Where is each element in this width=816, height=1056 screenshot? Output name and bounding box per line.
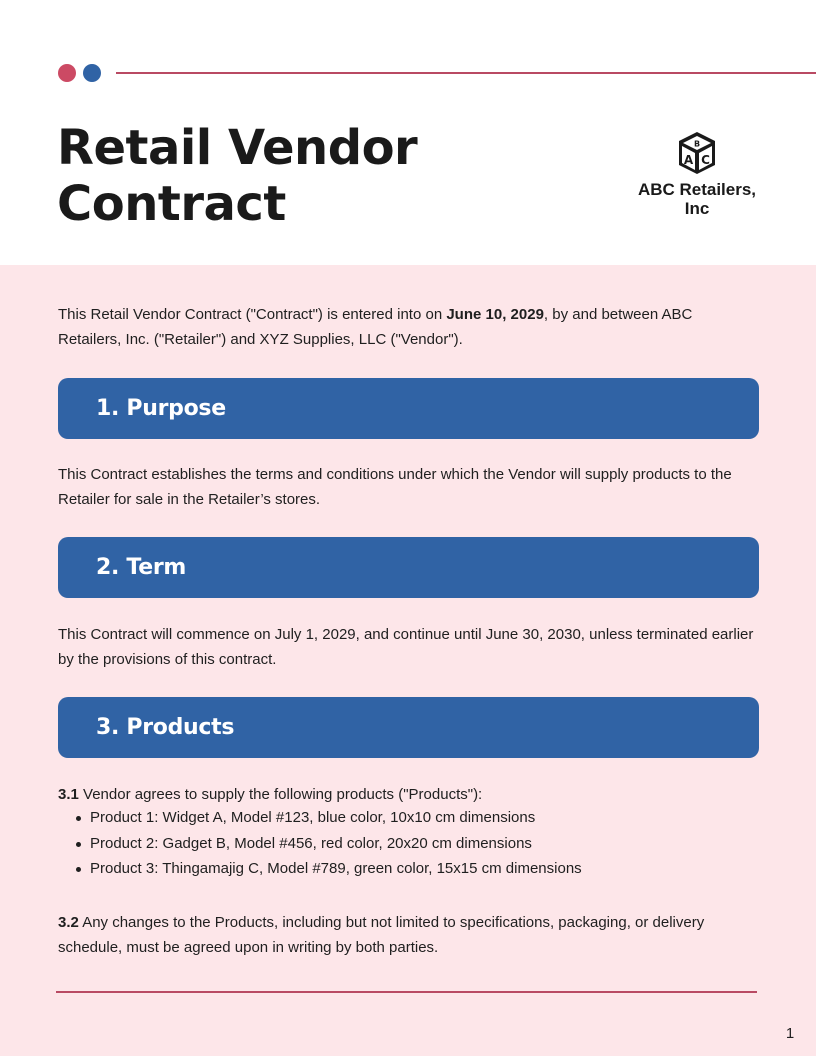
clause-3-2-text: Any changes to the Products, including but not limited to specifications, packaging, or delivery schedule, must be agreed upon in writing by both parties.	[58, 914, 705, 956]
section-title-term: 2. Term	[96, 555, 187, 580]
logo-letter-c: C	[701, 153, 710, 167]
alphabet-blocks-icon	[674, 130, 720, 176]
clause-3-1-text: Vendor agrees to supply the following products ("Products"):	[78, 786, 483, 803]
intro-paragraph	[58, 302, 758, 352]
logo-letter-b: B	[693, 139, 701, 149]
contract-date: June 10, 2029	[446, 306, 544, 323]
section-header-purpose	[58, 378, 759, 439]
list-item: Product 2: Gadget B, Model #456, red color, 20x20 cm dimensions	[58, 831, 758, 857]
bottom-divider	[56, 991, 757, 993]
decorative-blue-dot	[83, 64, 101, 82]
clause-3-2-number: 3.2	[58, 914, 79, 931]
header	[0, 0, 816, 265]
company-logo	[632, 130, 762, 218]
top-divider	[116, 72, 816, 74]
intro-text-start: This Retail Vendor Contract ("Contract") is entered into on	[58, 306, 447, 323]
section-title-products: 3. Products	[96, 715, 235, 740]
section-title-purpose: 1. Purpose	[96, 396, 226, 421]
term-paragraph: This Contract will commence on July 1, 2029, and continue until June 30, 2030, unless terminated earlier by the provisions of this contract.	[58, 626, 754, 668]
section-header-products	[58, 697, 759, 758]
clause-3-1	[58, 782, 758, 807]
section-header-term	[58, 537, 759, 598]
company-name: ABC Retailers, Inc	[637, 180, 757, 218]
clause-3-2	[58, 910, 758, 960]
product-list	[58, 805, 758, 882]
clause-3-1-number: 3.1	[58, 786, 79, 803]
intro-text-end: , by and between ABC Retailers, Inc. ("Retailer") and XYZ Supplies, LLC ("Vendor").	[58, 306, 693, 348]
page-number: 1	[785, 1025, 795, 1042]
decorative-red-dot	[58, 64, 76, 82]
document-title: Retail Vendor Contract	[57, 120, 418, 232]
purpose-paragraph: This Contract establishes the terms and conditions under which the Vendor will supply products to the Retailer for sale in the Retailer’s stores.	[58, 466, 732, 508]
list-item: Product 1: Widget A, Model #123, blue color, 10x10 cm dimensions	[58, 805, 758, 831]
logo-letter-a: A	[683, 153, 694, 167]
list-item: Product 3: Thingamajig C, Model #789, green color, 15x15 cm dimensions	[58, 856, 758, 882]
